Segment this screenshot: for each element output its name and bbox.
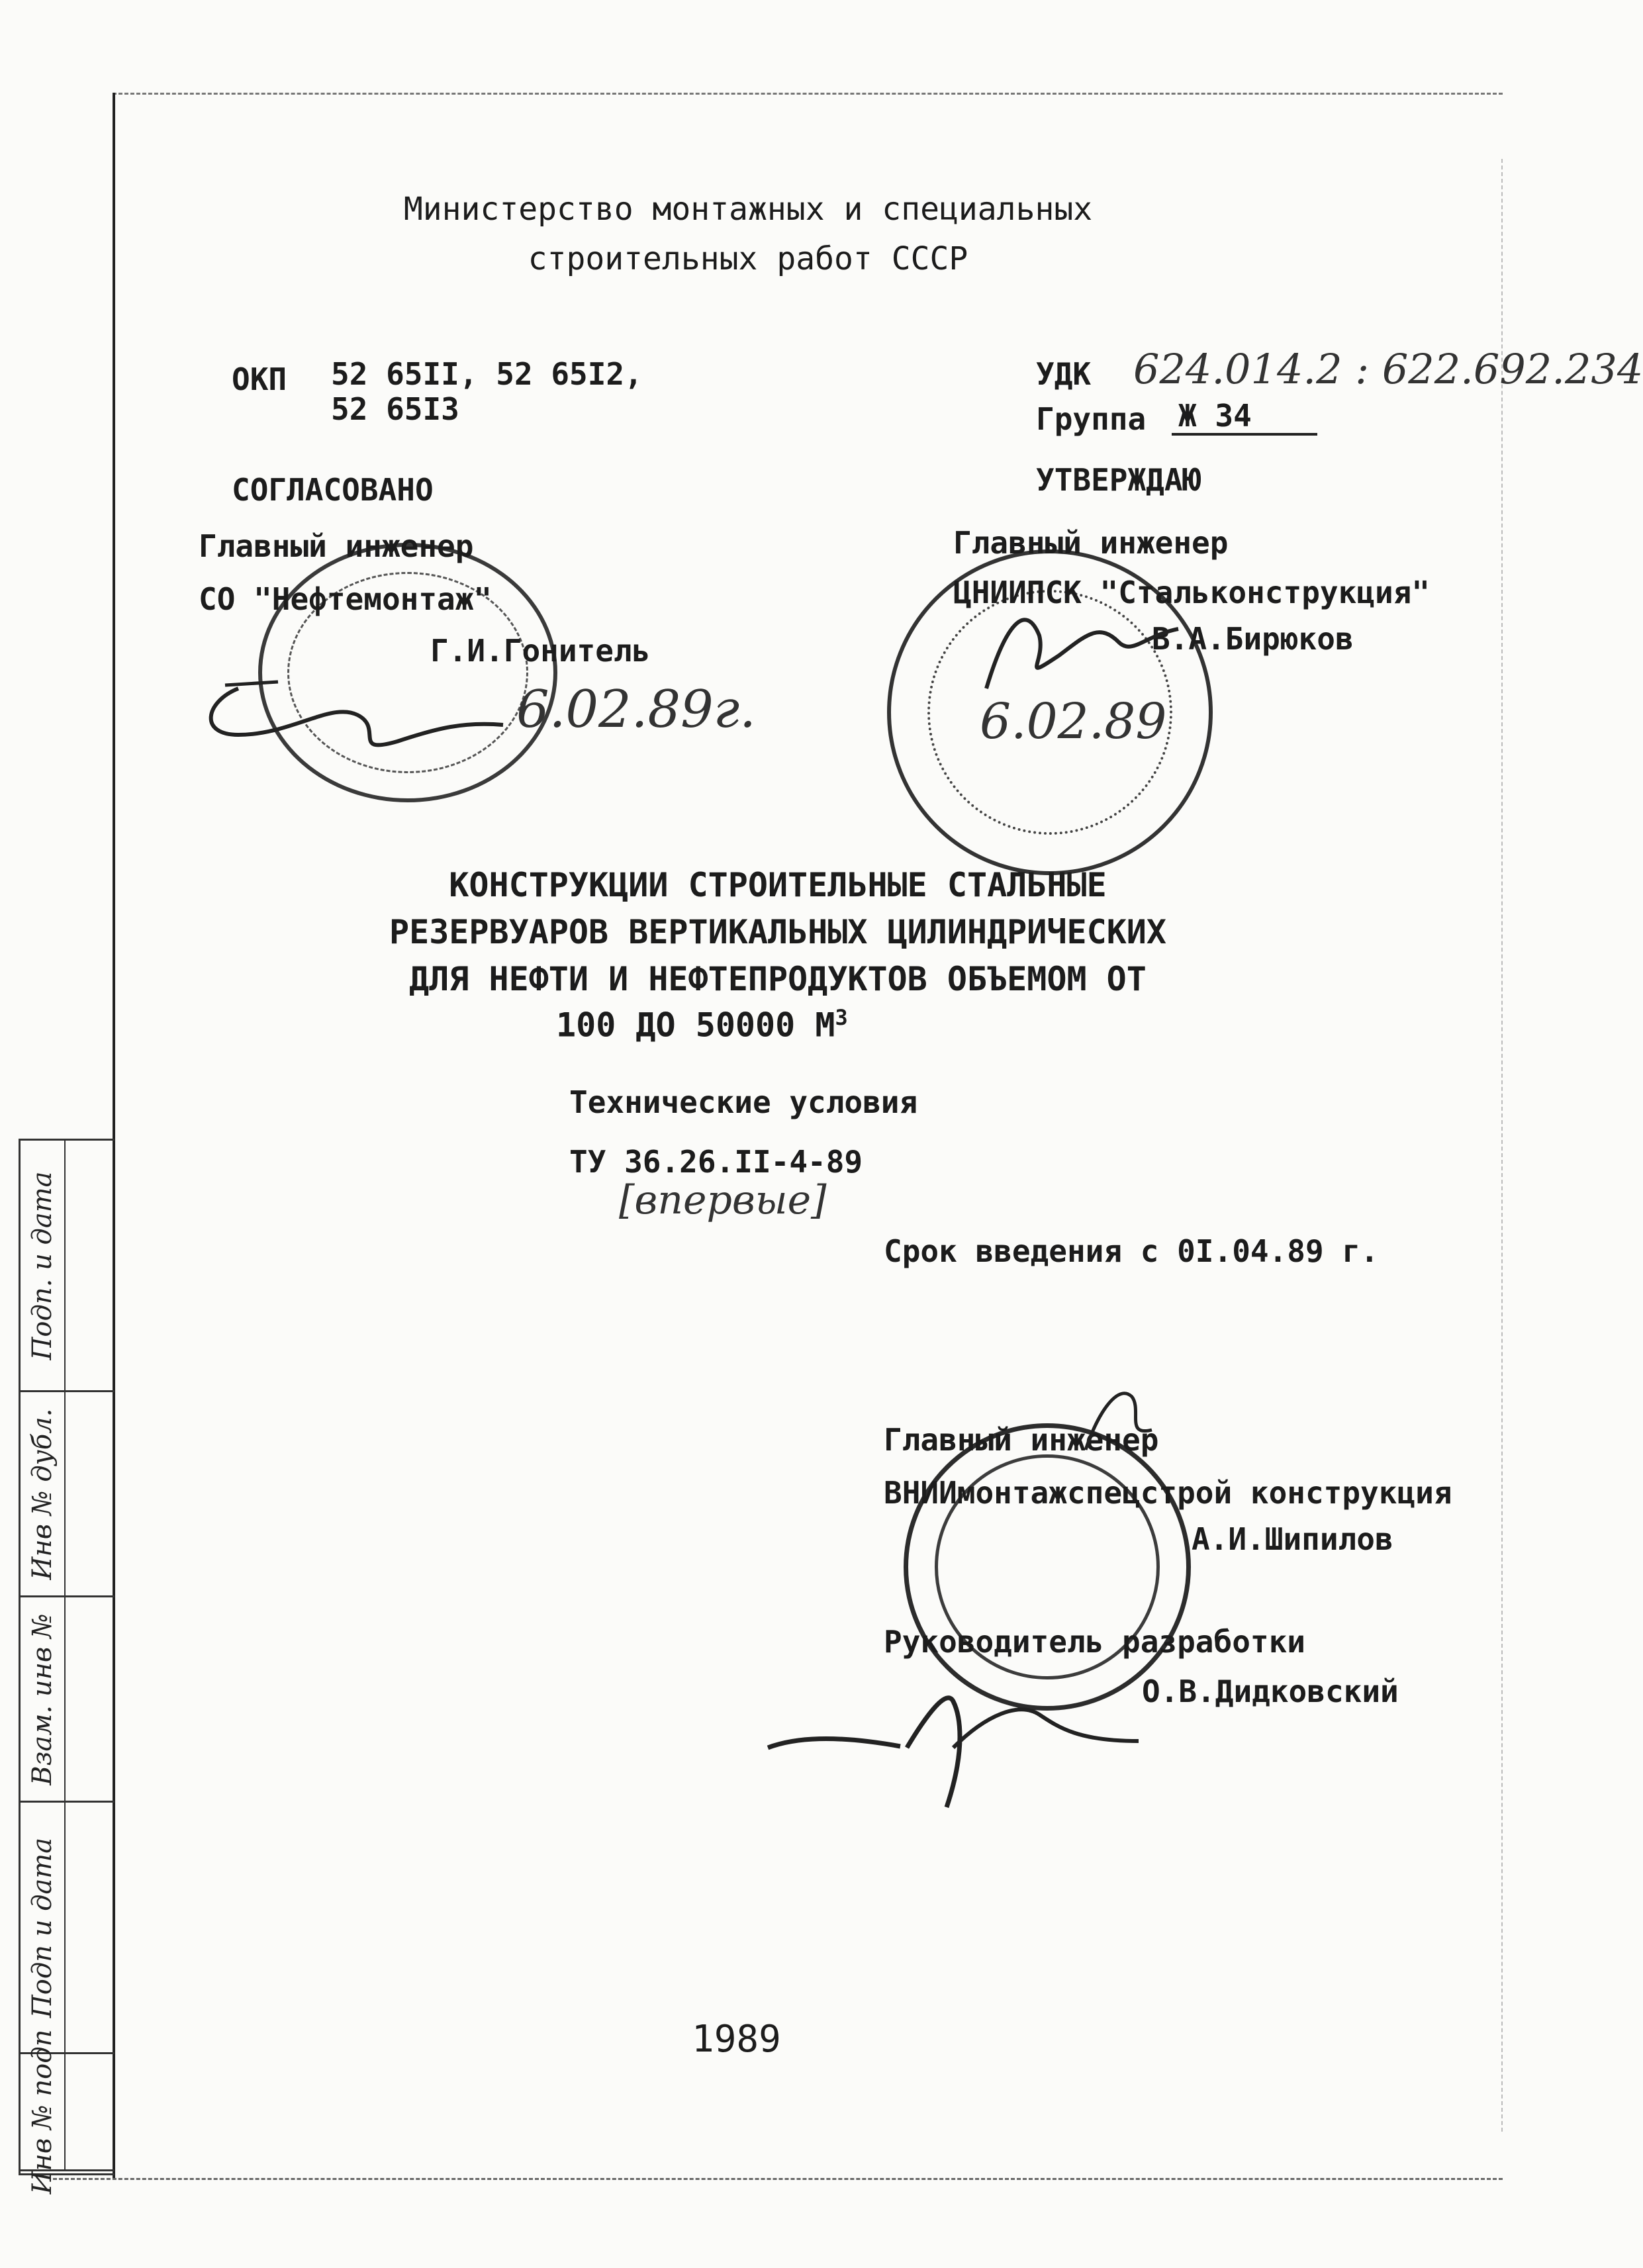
title-line-1: КОНСТРУКЦИИ СТРОИТЕЛЬНЫЕ СТАЛЬНЫЕ [449, 866, 1107, 904]
okp-codes [331, 357, 643, 427]
side-cell-signature-date-2 [21, 1803, 115, 2054]
udk-label: УДК [1036, 356, 1092, 392]
registration-side-strip [19, 1139, 115, 2195]
introduction-date: Срок введения с 0I.04.89 г. [884, 1233, 1379, 1269]
side-label-replaced-number: Взам. инв № [27, 1613, 58, 1785]
document-code: ТУ 36.26.II-4-89 [569, 1144, 863, 1180]
side-label-original-number: Инв № подп [27, 2029, 58, 2195]
developer-chief-organization: ВНИИмонтажспецстрой конструкция [884, 1475, 1452, 1511]
side-label-signature-date-2: Подп и дата [27, 1837, 58, 2018]
side-cell-replaced-number [21, 1597, 115, 1803]
developer-lead-signature [768, 1675, 1139, 1820]
side-cell-signature-date-1 [21, 1141, 115, 1392]
okp-codes-line-2: 52 65I3 [331, 391, 459, 427]
document-title [298, 867, 1258, 1008]
side-cell-duplicate-number [21, 1392, 115, 1597]
developer-chief-signature [1079, 1384, 1158, 1456]
frame-bottom-border [53, 2178, 1503, 2180]
title-line-4: 100 ДО 50000 М [556, 1006, 835, 1045]
okp-label: ОКП [232, 361, 287, 397]
developer-seal-stamp [904, 1423, 1191, 1711]
ministry-header [331, 192, 1165, 291]
ministry-line-1: Министерство монтажных и специальных [403, 191, 1093, 228]
approval-left-heading: СОГЛАСОВАНО [232, 472, 434, 508]
udk-handwritten-code: 624.014.2 : 622.692.234 [1133, 345, 1643, 393]
approval-left-name: Г.И.Гонитель [430, 633, 651, 669]
document-subtitle: Технические условия [569, 1084, 918, 1120]
approval-left-role: Главный инженер [199, 528, 474, 564]
group-code: Ж 34 [1178, 398, 1252, 434]
frame-top-border [113, 93, 1503, 95]
ministry-line-2: строительных работ СССР [528, 240, 968, 277]
side-label-signature-date-1: Подп. и дата [27, 1171, 58, 1360]
approval-left-signature [199, 662, 516, 761]
title-volume-superscript: 3 [835, 1005, 848, 1030]
approval-right-heading: УТВЕРЖДАЮ [1036, 462, 1201, 498]
group-underline [1172, 433, 1317, 436]
approval-right-signature [966, 596, 1192, 702]
developer-lead-role: Руководитель разработки [884, 1624, 1305, 1660]
title-volume-range [556, 1006, 848, 1044]
frame-right-border [1501, 159, 1503, 2132]
approval-left-handwritten-date: 6.02.89г. [516, 680, 756, 739]
approval-left-organization: СО "Нефтемонтаж" [199, 581, 493, 617]
title-line-2: РЕЗЕРВУАРОВ ВЕРТИКАЛЬНЫХ ЦИЛИНДРИЧЕСКИХ [389, 913, 1166, 951]
document-handwritten-note: [впервые] [619, 1177, 827, 1223]
side-label-duplicate-number: Инв № дубл. [27, 1408, 58, 1580]
approval-right-role: Главный инженер [953, 525, 1229, 561]
developer-lead-name: О.В.Дидковский [1142, 1674, 1399, 1709]
approval-right-organization: ЦНИИПСК "Стальконструкция" [953, 575, 1431, 610]
side-cell-original-number [21, 2029, 115, 2195]
publication-year: 1989 [692, 2018, 781, 2061]
approval-right-name: В.А.Бирюков [1152, 621, 1354, 657]
approval-right-handwritten-date: 6.02.89 [980, 693, 1167, 750]
developer-chief-role: Главный инженер [884, 1422, 1159, 1458]
title-line-3: ДЛЯ НЕФТИ И НЕФТЕПРОДУКТОВ ОБЪЕМОМ ОТ [409, 960, 1147, 998]
okp-codes-line-1: 52 65II, 52 65I2, [331, 356, 643, 392]
developer-chief-name: А.И.Шипилов [1192, 1521, 1393, 1557]
group-label: Группа [1036, 401, 1147, 437]
